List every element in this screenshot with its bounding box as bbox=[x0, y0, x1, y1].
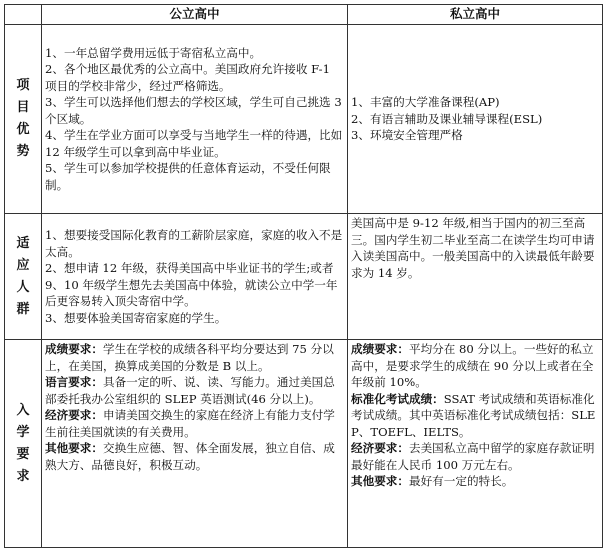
list-item: 1、一年总留学费用远低于寄宿私立高中。 bbox=[45, 45, 262, 60]
column-header-private: 私立高中 bbox=[348, 5, 603, 25]
list-item: 1、想要接受国际化教育的工薪阶层家庭，家庭的收入不是太高。 bbox=[45, 228, 343, 259]
list-item: 2、有语言辅助及课业辅导课程(ESL) bbox=[351, 111, 543, 126]
list-item: 2、各个地区最优秀的公立高中。美国政府允许接收 F-1 项目的学校非常少，经过严格筛选。 bbox=[45, 62, 330, 93]
row-label-char: 入 bbox=[16, 402, 30, 418]
requirement-value: 学生在学校的成绩各科平均分要达到 75 分以上，在美国，换算成美国的分数是 B 以上。 bbox=[45, 342, 334, 373]
advantages-private-cell bbox=[348, 25, 603, 214]
requirement-value: 申请美国交换生的家庭在经济上有能力支付学生前往美国就读的有关费用。 bbox=[45, 408, 335, 439]
row-label-char: 应 bbox=[16, 257, 30, 273]
table-row-advantages bbox=[5, 25, 603, 214]
row-label-char: 求 bbox=[16, 468, 30, 484]
row-label-suitable bbox=[5, 214, 42, 340]
row-label-char: 适 bbox=[16, 235, 30, 251]
requirement-item bbox=[45, 341, 344, 374]
requirement-value: 最好有一定的特长。 bbox=[408, 474, 514, 488]
row-label-char: 要 bbox=[16, 446, 30, 462]
row-label-char: 群 bbox=[16, 301, 30, 317]
corner-cell bbox=[5, 5, 42, 25]
column-header-public: 公立高中 bbox=[42, 5, 348, 25]
list-item: 3、环境安全管理严格 bbox=[351, 128, 463, 143]
requirement-item bbox=[351, 391, 599, 441]
advantages-public-cell bbox=[42, 25, 348, 214]
row-label-char: 人 bbox=[16, 279, 30, 295]
requirement-key: 成绩要求： bbox=[45, 342, 103, 356]
requirement-value: SSAT 考试成绩和英语标准化考试成绩。其中英语标准化考试成绩包括：SLEP、TOEFL、IELTS。 bbox=[351, 391, 596, 439]
requirement-key: 经济要求： bbox=[45, 408, 103, 422]
requirement-item bbox=[45, 440, 344, 473]
requirement-value: 平均分在 80 分以上。一些好的私立高中，是要求学生的成绩在 90 分以上或者在全年级前 10%。 bbox=[351, 342, 594, 389]
requirement-item bbox=[351, 440, 599, 473]
paragraph: 美国高中是 9-12 年级,相当于国内的初三至高三。国内学生初二毕业至高二在读学生均可申请入读美国高中。一般美国高中的入读最低年龄要求为 14 岁。 bbox=[351, 216, 595, 280]
suitable-private-cell bbox=[348, 214, 603, 340]
list-item: 2、想申请 12 年级，获得美国高中毕业证书的学生;或者 9、10 年级学生想先去美国高中体验，就读公立中学一年后更容易转入顶尖寄宿中学。 bbox=[45, 261, 338, 308]
requirement-key: 其他要求： bbox=[45, 441, 103, 455]
table-row-requirements bbox=[5, 340, 603, 548]
row-label-requirements bbox=[5, 340, 42, 548]
requirement-value: 去美国私立高中留学的家庭存款证明最好能在人民币 100 万元左右。 bbox=[351, 441, 595, 472]
requirement-value: 具备一定的听、说、读、写能力。通过美国总部委托我办公室组织的 SLEP 英语测试(46 分以上)。 bbox=[45, 375, 335, 406]
list-item: 4、学生在学业方面可以享受与当地学生一样的待遇，比如 12 年级学生可以拿到高中毕业证。 bbox=[45, 128, 343, 159]
requirements-private-cell bbox=[348, 340, 603, 548]
list-item: 3、学生可以选择他们想去的学校区域，学生可自己挑选 3 个区域。 bbox=[45, 95, 342, 126]
row-label-advantages bbox=[5, 25, 42, 214]
row-label-char: 学 bbox=[16, 424, 30, 440]
requirement-item bbox=[351, 473, 599, 490]
row-label-char: 优 bbox=[16, 122, 30, 137]
requirements-public-cell bbox=[42, 340, 348, 548]
row-label-char: 目 bbox=[16, 100, 30, 115]
table-row-suitable bbox=[5, 214, 603, 340]
suitable-public-cell bbox=[42, 214, 348, 340]
row-label-char: 项 bbox=[16, 78, 30, 93]
requirement-key: 标准化考试成绩： bbox=[351, 391, 444, 406]
comparison-table bbox=[4, 4, 603, 548]
requirement-key: 成绩要求： bbox=[351, 342, 409, 356]
requirement-item bbox=[45, 374, 344, 407]
list-item: 3、想要体验美国寄宿家庭的学生。 bbox=[45, 310, 227, 325]
requirement-item bbox=[351, 341, 599, 391]
requirement-value: 交换生应德、智、体全面发展，独立自信、成熟大方、品德良好，积极互动。 bbox=[45, 441, 335, 472]
requirement-key: 语言要求： bbox=[45, 375, 103, 389]
list-item: 5、学生可以参加学校提供的任意体育运动，不受任何限制。 bbox=[45, 161, 331, 192]
list-item: 1、丰富的大学准备课程(AP) bbox=[351, 95, 500, 110]
requirement-key: 经济要求： bbox=[351, 441, 409, 455]
header-row bbox=[5, 5, 603, 25]
requirement-key: 其他要求： bbox=[351, 474, 409, 488]
row-label-char: 势 bbox=[16, 144, 30, 159]
requirement-item bbox=[45, 407, 344, 440]
